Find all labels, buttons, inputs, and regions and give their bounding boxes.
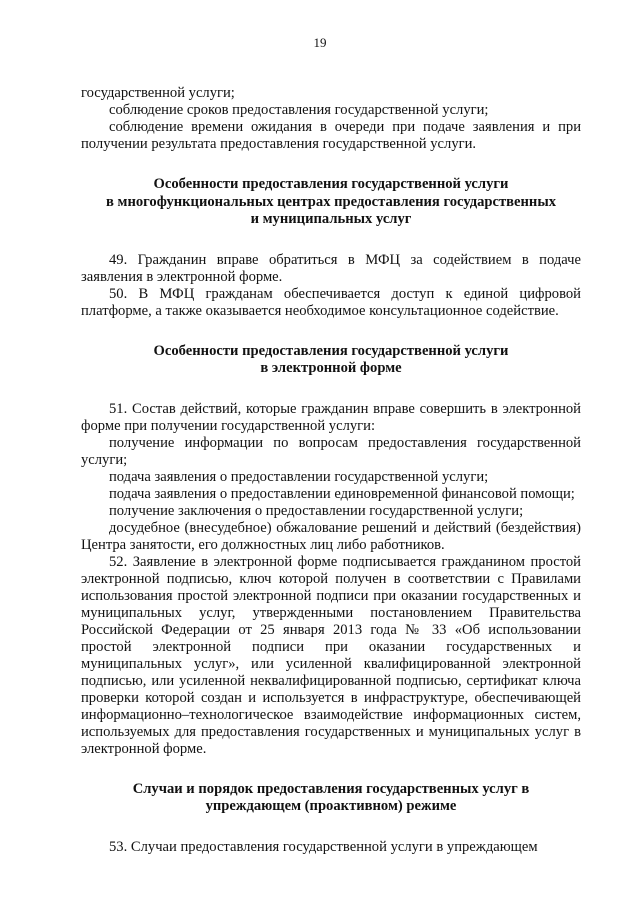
section-heading <box>81 781 581 816</box>
page-number: 19 <box>313 35 327 50</box>
paragraph: досудебное (внесудебное) обжалование решений и действий (бездействия) Центра занятости, его должностных лиц либо работников. <box>81 519 581 553</box>
section-heading-line: Особенности предоставления государственной услуги <box>153 342 509 359</box>
paragraph: 53. Случаи предоставления государственной услуги в упреждающем <box>109 838 538 855</box>
section-heading-line: Особенности предоставления государственной услуги <box>153 176 509 192</box>
paragraph: соблюдение сроков предоставления государственной услуги; <box>109 102 489 118</box>
section-heading-line: Случаи и порядок предоставления государственных услуг в <box>132 780 530 797</box>
document-body <box>81 85 581 856</box>
paragraph: 50. В МФЦ гражданам обеспечивается доступ к единой цифровой платформе, а также оказывается необходимое консультационное содействие. <box>81 285 581 319</box>
section-heading-line: и муниципальных услуг <box>250 211 412 227</box>
section-heading-line: в электронной форме <box>260 360 402 376</box>
paragraph: 49. Гражданин вправе обратиться в МФЦ за содействием в подаче заявления в электронной форме. <box>81 251 581 285</box>
paragraph: подача заявления о предоставлении единовременной финансовой помощи; <box>109 485 575 502</box>
paragraph: получение заключения о предоставлении государственной услуги; <box>109 502 524 519</box>
section-heading-line: упреждающем (проактивном) режиме <box>205 798 457 814</box>
paragraph: государственной услуги; <box>81 85 235 101</box>
paragraph: подача заявления о предоставлении государственной услуги; <box>109 468 489 485</box>
section-heading <box>81 176 581 229</box>
paragraph: 52. Заявление в электронной форме подписывается гражданином простой электронной подписью, ключ которой получен в соответствии с Правилами использования простой электронной подписи при оказании государственных и муниципальных услуг, утвержденными постановлением Правительства Российской Федерации от 25 января 2013 года № 33 «Об использовании простой электронной подписи при оказании государственных и муниципальных услуг», или усиленной квалифицированной электронной подписью, или усиленной неквалифицированной подписью, сертификат ключа проверки которой создан и используется в инфраструктуре, обеспечивающей информационно–технологическое взаимодействие информационных систем, используемых для предоставления государственных и муниципальных услуг в электронной форме. <box>81 553 581 757</box>
paragraph: 51. Состав действий, которые гражданин вправе совершить в электронной форме при получении государственной услуги: <box>81 400 581 434</box>
section-heading-line: в многофункциональных центрах предоставления государственных <box>105 193 557 210</box>
paragraph: соблюдение времени ожидания в очереди при подаче заявления и при получении результата предоставления государственной услуги. <box>81 119 581 152</box>
section-heading <box>81 343 581 378</box>
paragraph: получение информации по вопросам предоставления государственной услуги; <box>81 434 581 468</box>
